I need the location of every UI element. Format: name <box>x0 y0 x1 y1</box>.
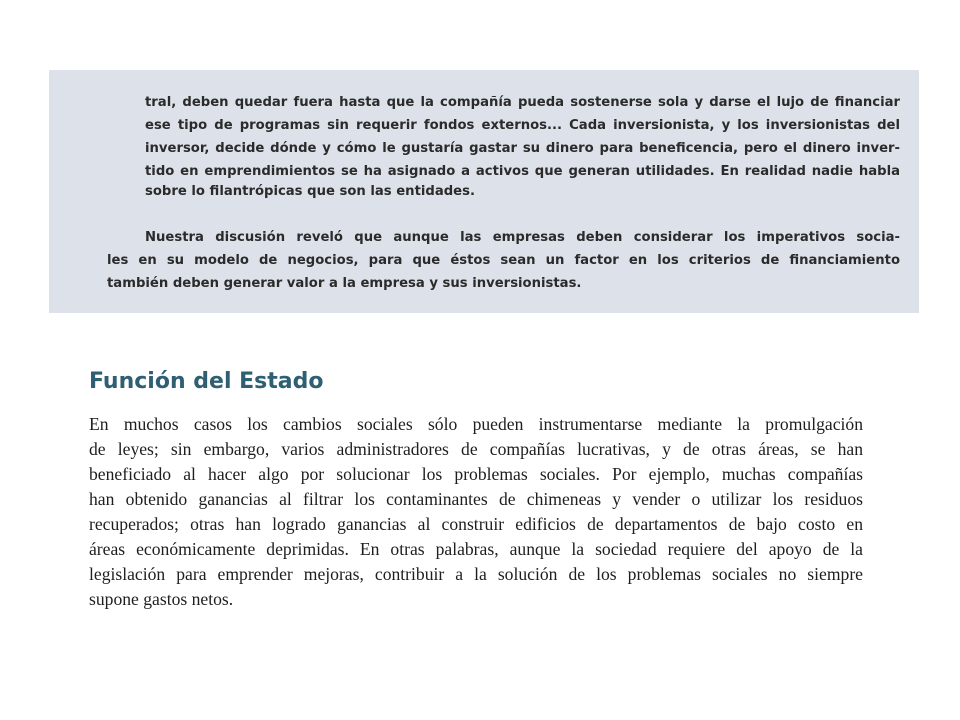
body-line: En muchos casos los cambios sociales sólo pueden instrumentarse mediante la promulgación <box>89 414 863 434</box>
callout-line: inversor, decide dónde y cómo le gustaría gastar su dinero para beneficencia, pero el dinero inver- <box>145 141 900 156</box>
body-line: han obtenido ganancias al filtrar los contaminantes de chimeneas y vender o utilizar los residuos <box>89 489 863 509</box>
callout-line: Nuestra discusión reveló que aunque las empresas deben considerar los imperativos socia- <box>145 230 900 245</box>
callout-line: tido en emprendimientos se ha asignado a activos que generan utilidades. En realidad nadie habla <box>145 164 900 179</box>
body-line: supone gastos netos. <box>89 589 234 609</box>
callout-line: también deben generar valor a la empresa y sus inversionistas. <box>107 276 582 291</box>
section-title: Función del Estado <box>89 369 324 394</box>
callout-line: sobre lo filantrópicas que son las entidades. <box>145 184 475 199</box>
quote-callout-box <box>49 70 919 313</box>
callout-line: tral, deben quedar fuera hasta que la compañía pueda sostenerse sola y darse el lujo de financiar <box>145 95 900 110</box>
body-line: de leyes; sin embargo, varios administradores de compañías lucrativas, y de otras áreas, se han <box>89 439 863 459</box>
body-line: beneficiado al hacer algo por solucionar los problemas sociales. Por ejemplo, muchas compañías <box>89 464 863 484</box>
body-line: recuperados; otras han logrado ganancias al construir edificios de departamentos de bajo costo en <box>89 514 863 534</box>
body-line: legislación para emprender mejoras, contribuir a la solución de los problemas sociales no siempre <box>89 564 863 584</box>
callout-line: ese tipo de programas sin requerir fondos externos... Cada inversionista, y los inversionistas del <box>145 118 900 133</box>
callout-line: les en su modelo de negocios, para que éstos sean un factor en los criterios de financiamiento <box>107 253 900 268</box>
body-line: áreas económicamente deprimidas. En otras palabras, aunque la sociedad requiere del apoyo de la <box>89 539 863 559</box>
